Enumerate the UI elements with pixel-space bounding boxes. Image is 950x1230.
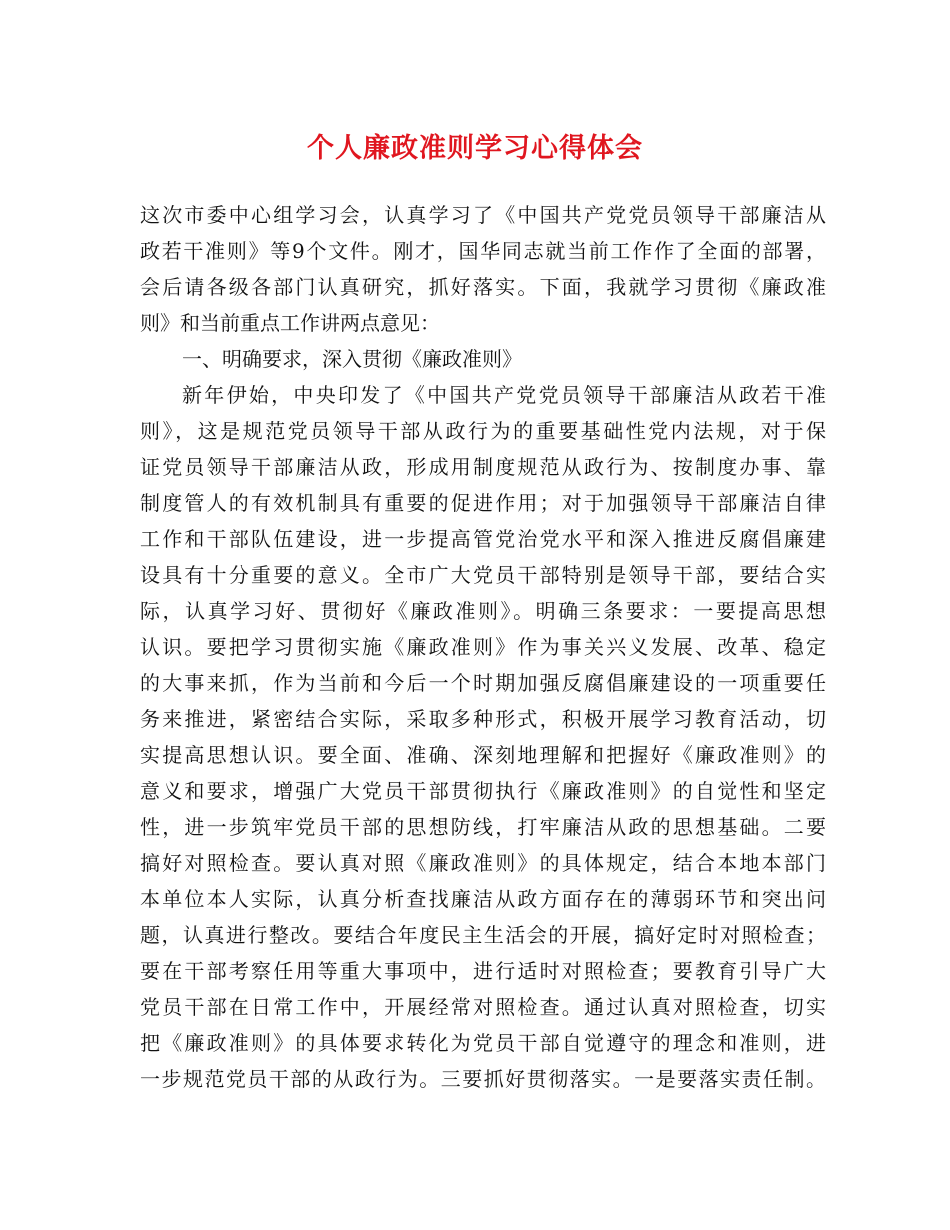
body-line: 把《廉政准则》的具体要求转化为党员干部自觉遵守的理念和准则，进 xyxy=(140,1031,826,1055)
body-line: 题，认真进行整改。要结合年度民主生活会的开展，搞好定时对照检查； xyxy=(140,923,826,947)
body-line: 认识。要把学习贯彻实施《廉政准则》作为事关兴义发展、改革、稳定 xyxy=(140,635,826,659)
body-line: 的大事来抓，作为当前和今后一个时期加强反腐倡廉建设的一项重要任 xyxy=(140,671,826,695)
body-line: 要在干部考察任用等重大事项中，进行适时对照检查；要教育引导广大 xyxy=(140,959,826,983)
document-title: 个人廉政准则学习心得体会 xyxy=(307,133,643,164)
body-line: 制度管人的有效机制具有重要的促进作用；对于加强领导干部廉洁自律 xyxy=(140,491,826,515)
body-line: 设具有十分重要的意义。全市广大党员干部特别是领导干部，要结合实 xyxy=(140,563,826,587)
body-line: 际，认真学习好、贯彻好《廉政准则》。明确三条要求：一要提高思想 xyxy=(140,599,826,623)
body-line: 务来推进，紧密结合实际，采取多种形式，积极开展学习教育活动，切 xyxy=(140,707,826,731)
body-line: 政若干准则》等9个文件。刚才，国华同志就当前工作作了全面的部署， xyxy=(140,239,826,263)
body-line: 则》，这是规范党员领导干部从政行为的重要基础性党内法规，对于保 xyxy=(140,419,826,443)
section-heading: 一、明确要求，深入贯彻《廉政准则》 xyxy=(182,347,522,371)
body-line: 性，进一步筑牢党员干部的思想防线，打牢廉洁从政的思想基础。二要 xyxy=(140,815,826,839)
body-line: 意义和要求，增强广大党员干部贯彻执行《廉政准则》的自觉性和坚定 xyxy=(140,779,826,803)
body-line: 证党员领导干部廉洁从政，形成用制度规范从政行为、按制度办事、靠 xyxy=(140,455,826,479)
body-line: 新年伊始，中央印发了《中国共产党党员领导干部廉洁从政若干准 xyxy=(182,383,826,407)
document-body xyxy=(140,197,826,1097)
body-line: 会后请各级各部门认真研究，抓好落实。下面，我就学习贯彻《廉政准 xyxy=(140,275,826,299)
body-line: 搞好对照检查。要认真对照《廉政准则》的具体规定，结合本地本部门 xyxy=(140,851,826,875)
body-line: 这次市委中心组学习会，认真学习了《中国共产党党员领导干部廉洁从 xyxy=(140,203,826,227)
body-line: 一步规范党员干部的从政行为。三要抓好贯彻落实。一是要落实责任制。 xyxy=(140,1067,826,1091)
body-line: 则》和当前重点工作讲两点意见： xyxy=(140,311,440,335)
body-line: 本单位本人实际，认真分析查找廉洁从政方面存在的薄弱环节和突出问 xyxy=(140,887,826,911)
body-line: 工作和干部队伍建设，进一步提高管党治党水平和深入推进反腐倡廉建 xyxy=(140,527,826,551)
body-line: 实提高思想认识。要全面、准确、深刻地理解和把握好《廉政准则》的 xyxy=(140,743,826,767)
body-line: 党员干部在日常工作中，开展经常对照检查。通过认真对照检查，切实 xyxy=(140,995,826,1019)
